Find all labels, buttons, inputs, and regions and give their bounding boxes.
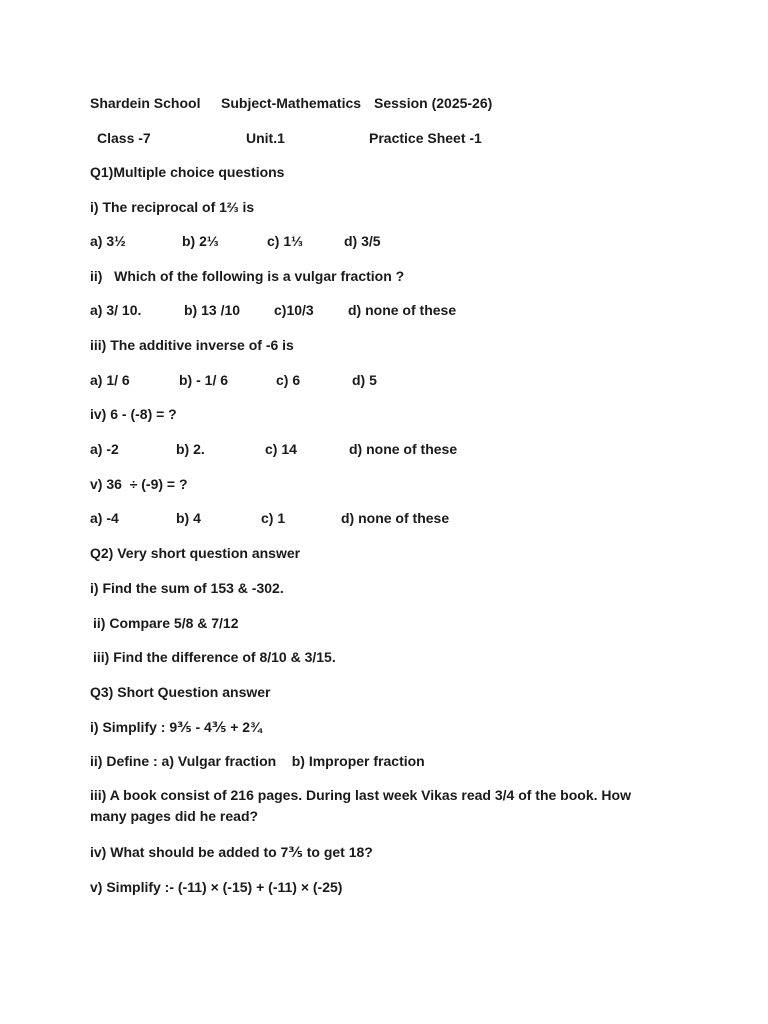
q1-4-option-d: d) none of these [349,441,458,457]
q1-1-option-c: c) 1⅓ [267,233,303,249]
q1-2-option-d: d) none of these [348,302,457,318]
q1-question-2: ii) Which of the following is a vulgar fraction ? [90,268,405,284]
q1-2-option-a: a) 3/ 10. [90,302,142,318]
q1-3-option-b: b) - 1/ 6 [179,372,229,388]
q1-5-option-b: b) 4 [176,510,201,526]
unit-label: Unit.1 [246,130,285,146]
q2-item-1: i) Find the sum of 153 & -302. [90,580,284,596]
q1-question-1: i) The reciprocal of 1⅔ is [90,199,255,215]
q1-4-option-c: c) 14 [265,441,297,457]
q1-1-option-d: d) 3/5 [344,233,381,249]
q1-4-option-a: a) -2 [90,441,119,457]
q1-5-option-a: a) -4 [90,510,119,526]
session-label: Session (2025-26) [374,95,493,111]
school-name: Shardein School [90,95,201,111]
q1-2-option-b: b) 13 /10 [184,302,241,318]
q2-item-3: iii) Find the difference of 8/10 & 3/15. [93,649,336,665]
q1-5-option-c: c) 1 [261,510,286,526]
q2-title: Q2) Very short question answer [90,545,301,561]
practice-sheet-label: Practice Sheet -1 [369,130,482,146]
q1-title: Q1)Multiple choice questions [90,164,285,180]
q1-question-5: v) 36 ÷ (-9) = ? [90,476,188,492]
q1-5-option-d: d) none of these [341,510,450,526]
q3-item-5: v) Simplify :- (-11) × (-15) + (-11) × (-25) [90,879,343,895]
q1-4-option-b: b) 2. [176,441,205,457]
class-label: Class -7 [97,130,151,146]
q1-2-option-c: c)10/3 [274,302,314,318]
subject-label: Subject-Mathematics [221,95,362,111]
q1-question-3: iii) The additive inverse of -6 is [90,337,294,353]
q3-title: Q3) Short Question answer [90,684,271,700]
q1-3-option-d: d) 5 [352,372,377,388]
q3-item-1: i) Simplify : 9⅗ - 4⅗ + 2¾ [90,719,262,735]
q3-item-3: iii) A book consist of 216 pages. During last week Vikas read 3/4 of the book. How many pages did he read? [90,787,631,824]
q1-1-option-a: a) 3½ [90,233,126,249]
q2-item-2: ii) Compare 5/8 & 7/12 [93,615,239,631]
q1-1-option-b: b) 2⅓ [182,233,219,249]
q1-3-option-c: c) 6 [276,372,301,388]
q3-item-4: iv) What should be added to 7⅗ to get 18? [90,844,373,860]
q1-question-4: iv) 6 - (-8) = ? [90,406,177,422]
q1-3-option-a: a) 1/ 6 [90,372,130,388]
q3-item-2: ii) Define : a) Vulgar fraction b) Improper fraction [90,753,425,769]
